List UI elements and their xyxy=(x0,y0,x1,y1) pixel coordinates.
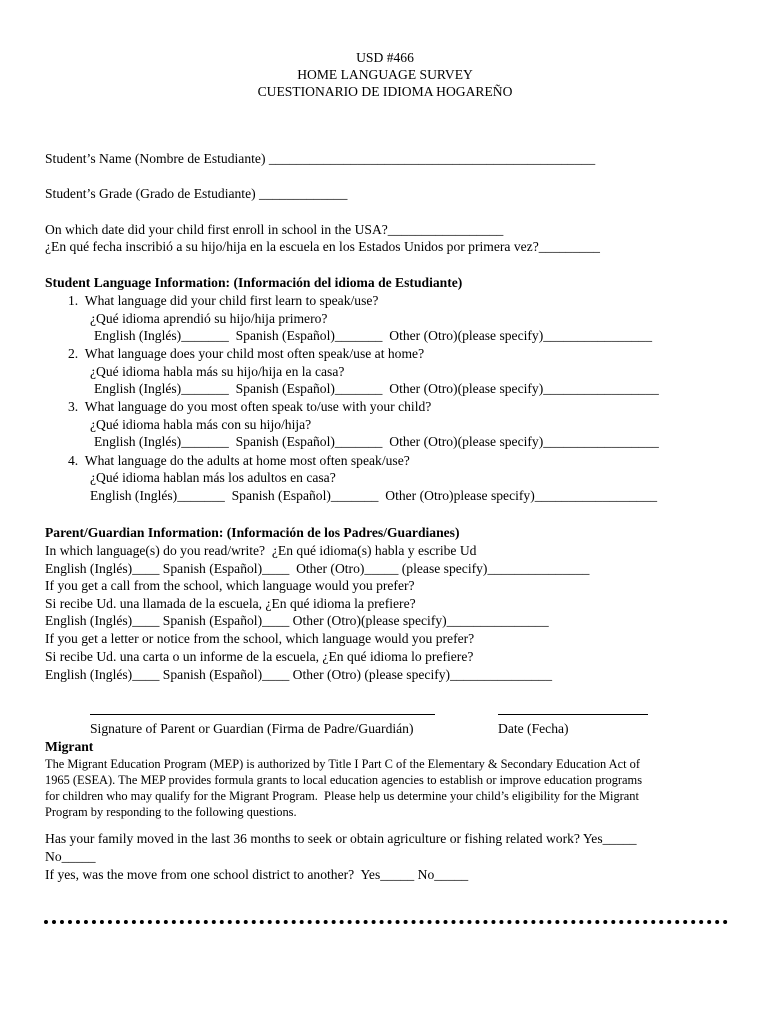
signature-line[interactable] xyxy=(90,714,435,715)
read-write-question: In which language(s) do you read/write? ¿En qué idioma(s) habla y escribe Ud xyxy=(45,543,477,558)
question-3-options[interactable]: English (Inglés)_______ Spanish (Español)_______ Other (Otro)(please specify)_________________ xyxy=(94,434,659,449)
cut-line-divider xyxy=(44,920,728,924)
student-grade-field[interactable]: Student’s Grade (Grado de Estudiante) _____________ xyxy=(45,186,348,201)
read-write-options[interactable]: English (Inglés)____ Spanish (Español)____ Other (Otro)_____ (please specify)_______________ xyxy=(45,561,590,576)
letter-question-es: Si recibe Ud. una carta o un informe de la escuela, ¿En qué idioma lo prefiere? xyxy=(45,649,474,664)
question-2-options[interactable]: English (Inglés)_______ Spanish (Español)_______ Other (Otro)(please specify)_________________ xyxy=(94,381,659,396)
question-4-es: ¿Qué idioma hablan más los adultos en casa? xyxy=(90,470,336,485)
date-label: Date (Fecha) xyxy=(498,721,569,736)
enroll-date-field[interactable]: On which date did your child first enroll in school in the USA?_________________ xyxy=(45,222,504,237)
migrant-heading: Migrant xyxy=(45,739,94,754)
call-question-es: Si recibe Ud. una llamada de la escuela, ¿En qué idioma la prefiere? xyxy=(45,596,416,611)
district-title: USD #466 xyxy=(356,50,414,65)
letter-options[interactable]: English (Inglés)____ Spanish (Español)____ Other (Otro) (please specify)_______________ xyxy=(45,667,553,682)
migrant-paragraph-line-3: for children who may qualify for the Migrant Program. Please help us determine your child’s eligibility for the Migrant xyxy=(45,789,639,803)
call-question: If you get a call from the school, which language would you prefer? xyxy=(45,578,415,593)
enroll-date-field-es[interactable]: ¿En qué fecha inscribió a su hijo/hija en la escuela en los Estados Unidos por primera vez?_________ xyxy=(45,239,600,254)
student-language-heading: Student Language Information: (Información del idioma de Estudiante) xyxy=(45,275,463,290)
student-name-field[interactable]: Student’s Name (Nombre de Estudiante) ________________________________________________ xyxy=(45,151,596,166)
migrant-paragraph-line-2: 1965 (ESEA). The MEP provides formula grants to local education agencies to establish or improve education programs xyxy=(45,773,643,787)
call-options[interactable]: English (Inglés)____ Spanish (Español)____ Other (Otro)(please specify)_______________ xyxy=(45,613,549,628)
question-1: 1. What language did your child first learn to speak/use? xyxy=(68,293,379,308)
date-line[interactable] xyxy=(498,714,648,715)
survey-title-es: CUESTIONARIO DE IDIOMA HOGAREÑO xyxy=(257,84,513,99)
survey-title: HOME LANGUAGE SURVEY xyxy=(297,67,473,82)
migrant-paragraph-line-4: Program by responding to the following questions. xyxy=(45,805,297,819)
question-1-es: ¿Qué idioma aprendió su hijo/hija primero? xyxy=(90,311,328,326)
question-2: 2. What language does your child most often speak/use at home? xyxy=(68,346,425,361)
parent-info-heading: Parent/Guardian Information: (Información de los Padres/Guardianes) xyxy=(45,525,460,540)
question-2-es: ¿Qué idioma habla más su hijo/hija en la casa? xyxy=(90,364,345,379)
signature-label: Signature of Parent or Guardian (Firma de Padre/Guardián) xyxy=(90,721,414,736)
question-1-options[interactable]: English (Inglés)_______ Spanish (Español)_______ Other (Otro)(please specify)________________ xyxy=(94,328,653,343)
migrant-question-1[interactable]: Has your family moved in the last 36 months to seek or obtain agriculture or fishing related work? Yes_____ xyxy=(45,831,637,846)
migrant-paragraph-line-1: The Migrant Education Program (MEP) is authorized by Title I Part C of the Elementary & Secondary Education Act of xyxy=(45,757,640,771)
migrant-question-1-no[interactable]: No_____ xyxy=(45,849,96,864)
question-3-es: ¿Qué idioma habla más con su hijo/hija? xyxy=(90,417,312,432)
question-4: 4. What language do the adults at home most often speak/use? xyxy=(68,453,410,468)
letter-question: If you get a letter or notice from the school, which language would you prefer? xyxy=(45,631,475,646)
migrant-question-2[interactable]: If yes, was the move from one school district to another? Yes_____ No_____ xyxy=(45,867,469,882)
question-3: 3. What language do you most often speak to/use with your child? xyxy=(68,399,432,414)
question-4-options[interactable]: English (Inglés)_______ Spanish (Español)_______ Other (Otro)please specify)__________________ xyxy=(90,488,658,503)
